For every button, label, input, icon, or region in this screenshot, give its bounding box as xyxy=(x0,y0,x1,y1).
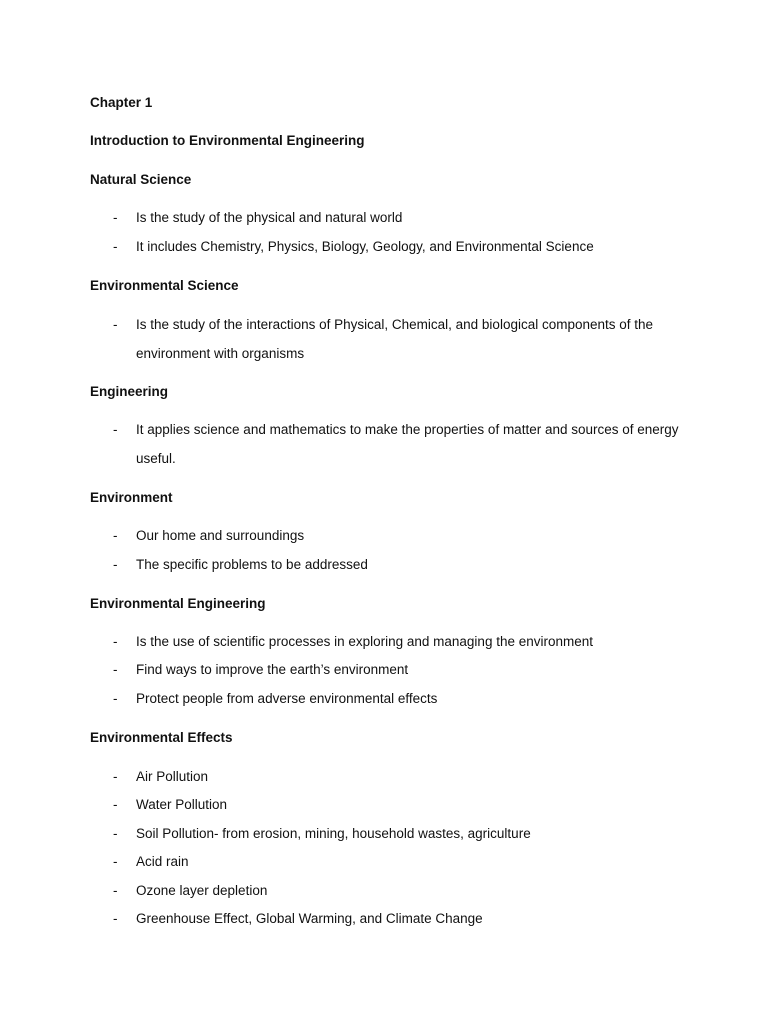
section-heading-environment: Environment xyxy=(90,490,173,505)
list-item-text: It applies science and mathematics to make the properties of matter and sources of energy useful. xyxy=(136,422,679,466)
bullet-dash: - xyxy=(113,769,118,784)
bullet-dash: - xyxy=(113,883,118,898)
list-item-text: Air Pollution xyxy=(136,769,209,784)
bullet-dash: - xyxy=(113,854,118,869)
list-item-text: Is the use of scientific processes in exploring and managing the environment xyxy=(136,634,594,649)
list-item-text: Soil Pollution- from erosion, mining, household wastes, agriculture xyxy=(136,826,531,841)
bullet-dash: - xyxy=(113,317,118,332)
list-item-text: The specific problems to be addressed xyxy=(136,557,368,572)
list-item-text: Water Pollution xyxy=(136,797,228,812)
bullet-dash: - xyxy=(113,239,118,254)
section-heading-engineering: Engineering xyxy=(90,384,169,399)
document-title: Introduction to Environmental Engineering xyxy=(90,133,365,148)
list-item-text: Greenhouse Effect, Global Warming, and Climate Change xyxy=(136,911,483,926)
list-item-text: Find ways to improve the earth’s environment xyxy=(136,662,409,677)
section-heading-environmental-science: Environmental Science xyxy=(90,278,239,293)
list-item-text: Is the study of the physical and natural world xyxy=(136,210,403,225)
list-item-text: It includes Chemistry, Physics, Biology, Geology, and Environmental Science xyxy=(136,239,594,254)
list-item-text: Ozone layer depletion xyxy=(136,883,268,898)
bullet-dash: - xyxy=(113,634,118,649)
list-item-text: Protect people from adverse environmental effects xyxy=(136,691,438,706)
bullet-dash: - xyxy=(113,662,118,677)
bullet-dash: - xyxy=(113,797,118,812)
list-item-text: Our home and surroundings xyxy=(136,528,305,543)
bullet-dash: - xyxy=(113,911,118,926)
bullet-dash: - xyxy=(113,422,118,437)
chapter-label: Chapter 1 xyxy=(90,95,153,110)
list-item-text: Acid rain xyxy=(136,854,189,869)
section-heading-natural-science: Natural Science xyxy=(90,172,192,187)
bullet-dash: - xyxy=(113,210,118,225)
bullet-dash: - xyxy=(113,826,118,841)
bullet-dash: - xyxy=(113,691,118,706)
list-item-text: Is the study of the interactions of Physical, Chemical, and biological components of the environment with organisms xyxy=(136,317,654,361)
section-heading-environmental-effects: Environmental Effects xyxy=(90,730,233,745)
bullet-dash: - xyxy=(113,528,118,543)
section-heading-environmental-engineering: Environmental Engineering xyxy=(90,596,266,611)
bullet-dash: - xyxy=(113,557,118,572)
